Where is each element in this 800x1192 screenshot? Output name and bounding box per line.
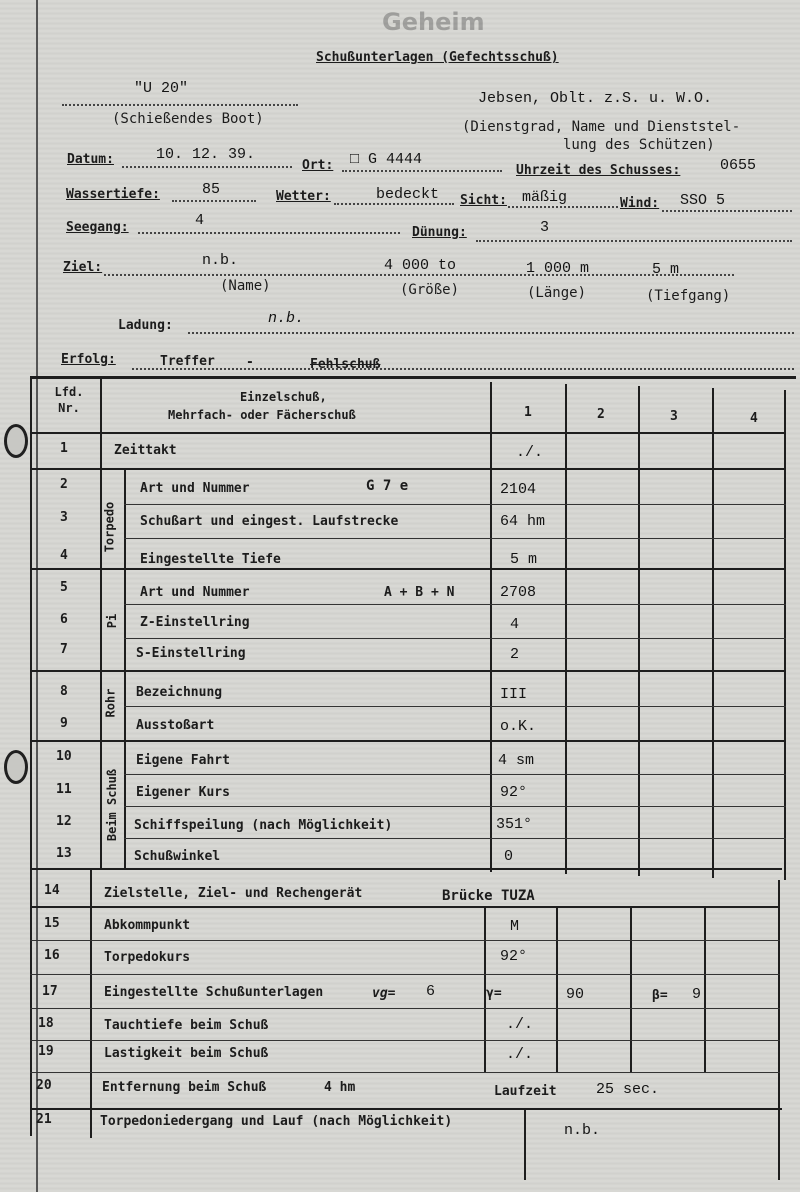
table-head-col3: 3 xyxy=(670,409,678,424)
wetter-label: Wetter: xyxy=(276,189,331,204)
ort-dotted-line xyxy=(342,170,502,172)
form-title: Schußunterlagen (Gefechtsschuß) xyxy=(316,50,559,65)
row-13-value: 0 xyxy=(504,848,514,865)
row-6-label: Z-Einstellring xyxy=(140,615,250,630)
seegang-value: 4 xyxy=(195,212,205,229)
row-3-label: Schußart und eingest. Laufstrecke xyxy=(140,514,399,529)
ziel-groesse-value: 4 000 to xyxy=(384,257,457,274)
row-12-value: 351° xyxy=(496,816,533,833)
wind-label: Wind: xyxy=(620,196,660,211)
row-10-label: Eigene Fahrt xyxy=(136,753,230,768)
row-4-nr: 4 xyxy=(60,548,68,563)
row-11-nr: 11 xyxy=(56,782,72,797)
ziel-tiefgang-label: (Tiefgang) xyxy=(646,288,731,304)
row-9-value: o.K. xyxy=(500,718,537,735)
group-beim-schuss: Beim Schuß xyxy=(105,768,120,842)
row-1-value: ./. xyxy=(516,444,544,461)
seegang-label: Seegang: xyxy=(66,220,129,235)
row-20-laufzeit-label: Laufzeit xyxy=(494,1084,557,1099)
group-pi: Pi xyxy=(105,613,120,629)
row-17-gamma-label: γ= xyxy=(486,986,502,1001)
table-head-desc-line2: Mehrfach- oder Fächerschuß xyxy=(168,408,356,422)
row-17-vg-label: vg= xyxy=(372,986,396,1001)
row-13-label: Schußwinkel xyxy=(134,849,221,864)
boat-dotted-line xyxy=(62,104,298,106)
row-14-label: Zielstelle, Ziel- und Rechengerät xyxy=(104,886,363,901)
row-3-value: 64 hm xyxy=(500,513,546,530)
table-head-desc-line1: Einzelschuß, xyxy=(240,390,327,404)
datum-dotted-line xyxy=(122,166,292,168)
duenung-value: 3 xyxy=(540,219,550,236)
wassertiefe-value: 85 xyxy=(202,181,221,198)
row-5-nr: 5 xyxy=(60,580,68,595)
row-8-nr: 8 xyxy=(60,684,68,699)
erfolg-value-fehlschuss: Fehlschuß xyxy=(310,357,381,372)
table-head-col2: 2 xyxy=(597,407,605,422)
sicht-dotted-line xyxy=(508,206,618,208)
row-6-value: 4 xyxy=(510,616,520,633)
row-14-extra: Brücke TUZA xyxy=(442,888,535,904)
row-7-label: S-Einstellring xyxy=(136,646,246,661)
row-10-nr: 10 xyxy=(56,749,72,764)
datum-label: Datum: xyxy=(67,152,114,167)
row-9-label: Ausstoßart xyxy=(136,718,215,733)
wassertiefe-label: Wassertiefe: xyxy=(66,187,160,202)
erfolg-dotted-line xyxy=(132,368,794,370)
ziel-laenge-label: (Länge) xyxy=(527,285,587,301)
row-17-nr: 17 xyxy=(42,984,58,999)
ziel-groesse-label: (Größe) xyxy=(400,282,460,298)
row-17-label: Eingestellte Schußunterlagen xyxy=(104,985,324,1000)
shooter-value: Jebsen, Oblt. z.S. u. W.O. xyxy=(478,90,713,107)
margin-line xyxy=(36,0,38,1192)
row-9-nr: 9 xyxy=(60,716,68,731)
ladung-label: Ladung: xyxy=(118,318,173,333)
row-12-nr: 12 xyxy=(56,814,72,829)
row-2-extra: G 7 e xyxy=(366,478,409,494)
row-16-nr: 16 xyxy=(44,948,60,963)
erfolg-dash: - xyxy=(246,355,254,370)
ladung-dotted-line xyxy=(188,332,794,334)
row-5-label: Art und Nummer xyxy=(140,585,250,600)
row-15-nr: 15 xyxy=(44,916,60,931)
row-19-nr: 19 xyxy=(38,1044,54,1059)
wetter-value: bedeckt xyxy=(376,186,440,203)
boat-value: "U 20" xyxy=(134,80,189,97)
row-8-label: Bezeichnung xyxy=(136,685,223,700)
ziel-name-label: (Name) xyxy=(220,278,271,294)
row-8-value: III xyxy=(500,686,528,703)
row-15-label: Abkommpunkt xyxy=(104,918,191,933)
row-21-nr: 21 xyxy=(36,1112,52,1127)
erfolg-value-treffer: Treffer xyxy=(160,354,215,369)
row-20-nr: 20 xyxy=(36,1078,52,1093)
wind-dotted-line xyxy=(662,210,792,212)
table-head-nr: Lfd. Nr. xyxy=(54,385,84,415)
row-5-value: 2708 xyxy=(500,584,537,601)
row-10-value: 4 sm xyxy=(498,752,535,769)
sicht-value: mäßig xyxy=(522,189,568,206)
row-17-gamma-value: 90 xyxy=(566,986,585,1003)
row-13-nr: 13 xyxy=(56,846,72,861)
boat-label: (Schießendes Boot) xyxy=(112,111,264,127)
ziel-name-value: n.b. xyxy=(202,252,239,269)
duenung-dotted-line xyxy=(476,240,792,242)
row-14-nr: 14 xyxy=(44,883,60,898)
row-7-nr: 7 xyxy=(60,642,68,657)
row-16-label: Torpedokurs xyxy=(104,950,191,965)
group-rohr: Rohr xyxy=(103,688,118,718)
row-19-value: ./. xyxy=(506,1046,534,1063)
row-7-value: 2 xyxy=(510,646,520,663)
row-6-nr: 6 xyxy=(60,612,68,627)
row-20-label: Entfernung beim Schuß xyxy=(102,1080,267,1095)
wassertiefe-dotted-line xyxy=(172,200,256,202)
punch-hole-bottom xyxy=(4,750,28,784)
row-11-value: 92° xyxy=(500,784,528,801)
ziel-laenge-value: 1 000 m xyxy=(526,260,590,277)
row-20-extra: 4 hm xyxy=(324,1080,356,1095)
row-5-extra: A + B + N xyxy=(384,585,455,600)
row-17-vg-value: 6 xyxy=(426,983,436,1000)
uhrzeit-value: 0655 xyxy=(720,157,757,174)
row-2-nr: 2 xyxy=(60,477,68,492)
wind-value: SSO 5 xyxy=(680,192,726,209)
row-18-label: Tauchtiefe beim Schuß xyxy=(104,1018,269,1033)
ort-value: □ G 4444 xyxy=(350,151,423,168)
ziel-label: Ziel: xyxy=(63,260,103,275)
row-16-value: 92° xyxy=(500,948,528,965)
ladung-value: n.b. xyxy=(268,310,305,327)
row-11-label: Eigener Kurs xyxy=(136,785,230,800)
ziel-dotted-line xyxy=(104,274,734,276)
group-torpedo: Torpedo xyxy=(102,501,117,553)
row-21-label: Torpedoniedergang und Lauf (nach Möglichkeit) xyxy=(100,1114,453,1129)
row-4-value: 5 m xyxy=(510,551,538,568)
wetter-dotted-line xyxy=(334,203,454,205)
row-4-label: Eingestellte Tiefe xyxy=(140,552,281,567)
uhrzeit-label: Uhrzeit des Schusses: xyxy=(516,163,681,178)
row-1-nr: 1 xyxy=(60,441,68,456)
row-2-value: 2104 xyxy=(500,481,537,498)
datum-value: 10. 12. 39. xyxy=(156,146,256,163)
row-1-label: Zeittakt xyxy=(114,443,177,458)
row-2-label: Art und Nummer xyxy=(140,481,250,496)
row-18-value: ./. xyxy=(506,1016,534,1033)
duenung-label: Dünung: xyxy=(412,225,467,240)
table-head-col1: 1 xyxy=(524,405,532,420)
ort-label: Ort: xyxy=(302,158,334,173)
row-17-beta-value: 9 xyxy=(692,986,702,1003)
secret-stamp: Geheim xyxy=(382,8,485,36)
row-20-laufzeit-value: 25 sec. xyxy=(596,1081,660,1098)
punch-hole-top xyxy=(4,424,28,458)
sicht-label: Sicht: xyxy=(460,193,507,208)
row-21-value: n.b. xyxy=(564,1122,601,1139)
shooter-label-line1: (Dienstgrad, Name und Dienststel- xyxy=(462,119,741,135)
row-17-beta-label: β= xyxy=(652,988,668,1003)
erfolg-label: Erfolg: xyxy=(61,352,116,367)
ziel-tiefgang-value: 5 m xyxy=(652,261,680,278)
seegang-dotted-line xyxy=(138,232,400,234)
row-19-label: Lastigkeit beim Schuß xyxy=(104,1046,269,1061)
row-3-nr: 3 xyxy=(60,510,68,525)
shooter-label-line2: lung des Schützen) xyxy=(563,137,715,153)
row-15-value: M xyxy=(510,918,520,935)
row-12-label: Schiffspeilung (nach Möglichkeit) xyxy=(134,818,393,833)
row-18-nr: 18 xyxy=(38,1016,54,1031)
table-head-col4: 4 xyxy=(750,411,758,426)
